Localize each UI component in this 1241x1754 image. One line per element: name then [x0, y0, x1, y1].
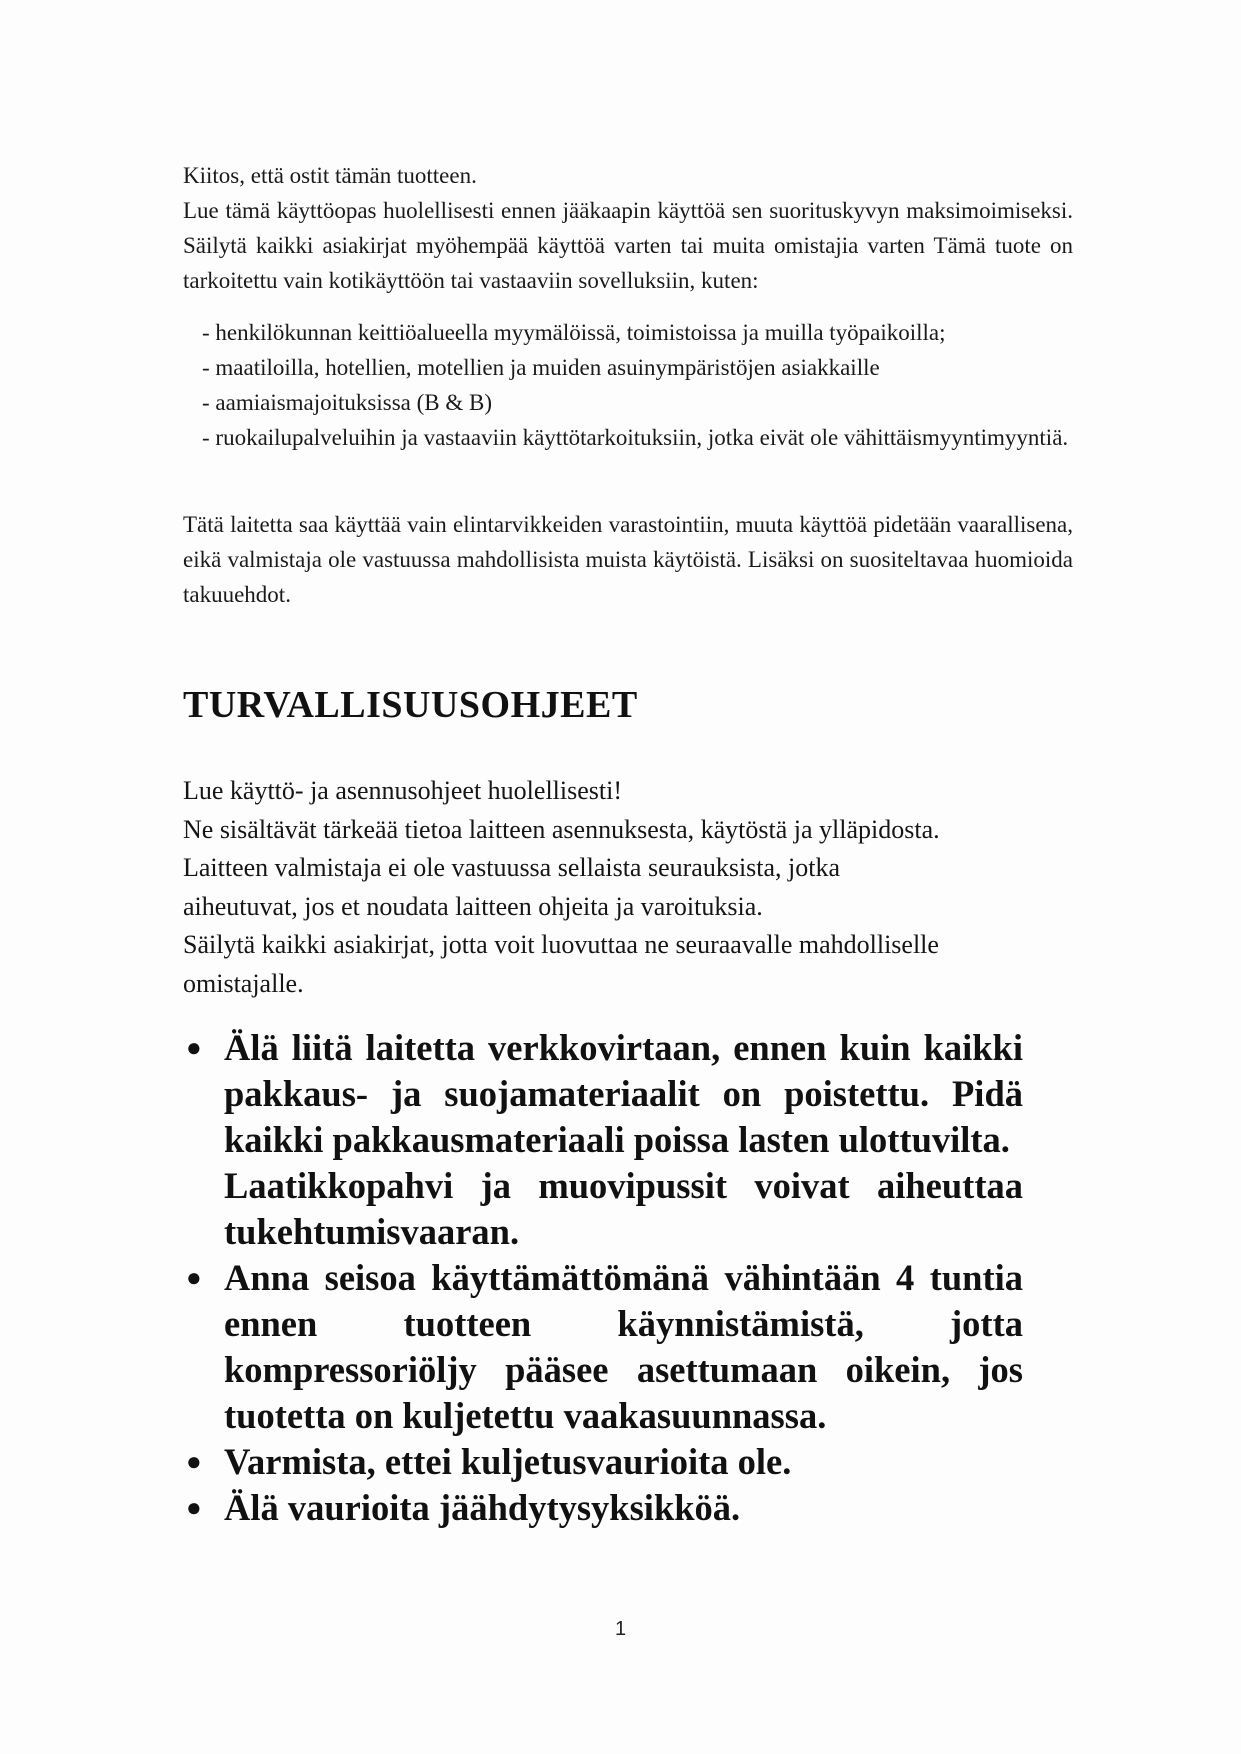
bullet-icon: ● — [186, 1447, 202, 1476]
warning-text: Anna seisoa käyttämättömänä vähintään 4 tuntia ennen tuotteen käynnistämistä, jotta kompressoriöljy pääsee asettumaan oikein, jos tuotetta on kuljetettu vaakasuunnassa. — [224, 1257, 1023, 1436]
list-item: - maatiloilla, hotellien, motellien ja muiden asuinympäristöjen asiakkaille — [202, 355, 880, 380]
safety-intro-line: omistajalle. — [183, 968, 304, 998]
thanks-line: Kiitos, että ostit tämän tuotteen. — [183, 163, 477, 188]
bullet-icon: ● — [186, 1493, 202, 1522]
list-item: - aamiaismajoituksissa (B & B) — [202, 390, 493, 415]
warning-item — [183, 1439, 1023, 1485]
safety-intro — [183, 772, 1073, 1003]
page-number: 1 — [614, 1618, 627, 1640]
warning-item — [183, 1025, 1023, 1255]
warning-text-extra: Laatikkopahvi ja muovipussit voivat aiheuttaa tukehtumisvaaran. — [224, 1165, 1023, 1252]
bullet-icon: ● — [186, 1033, 202, 1062]
warning-item — [183, 1255, 1023, 1439]
list-item: - henkilökunnan keittiöalueella myymälöissä, toimistoissa ja muilla työpaikoilla; — [202, 320, 946, 345]
safety-intro-line: Säilytä kaikki asiakirjat, jotta voit luovuttaa ne seuraavalle mahdolliselle — [183, 930, 939, 959]
warning-text: Älä liitä laitetta verkkovirtaan, ennen kuin kaikki pakkaus- ja suojamateriaalit on poistettu. Pidä kaikki pakkausmateriaali poissa lasten ulottuvilta. — [224, 1027, 1023, 1160]
warning-text: Varmista, ettei kuljetusvaurioita ole. — [224, 1441, 792, 1482]
warning-list — [183, 1025, 1023, 1531]
usage-list — [202, 315, 1072, 455]
safety-intro-line: Lue käyttö- ja asennusohjeet huolellisesti! — [183, 776, 622, 805]
safety-intro-line: Laitteen valmistaja ei ole vastuussa sellaista seurauksista, jotka — [183, 853, 841, 882]
usage-note: Tätä laitetta saa käyttää vain elintarvikkeiden varastointiin, muuta käyttöä pidetään vaarallisena, eikä valmistaja ole vastuussa mahdollisista muista käytöistä. Lisäksi on suositeltavaa huomioida takuuehdot. — [183, 512, 1073, 607]
section-title: TURVALLISUUSOHJEET — [183, 684, 638, 726]
warning-text: Älä vaurioita jäähdytysyksikköä. — [224, 1487, 741, 1528]
warning-item — [183, 1485, 1023, 1531]
list-item: - ruokailupalveluihin ja vastaaviin käyttötarkoituksiin, jotka eivät ole vähittäismyyntimyyntiä. — [202, 425, 1069, 450]
safety-intro-line: aiheutuvat, jos et noudata laitteen ohjeita ja varoituksia. — [183, 891, 763, 921]
intro-paragraph: Lue tämä käyttöopas huolellisesti ennen jääkaapin käyttöä sen suorituskyvyn maksimoimiseksi. Säilytä kaikki asiakirjat myöhempää käyttöä varten tai muita omistajia varten Tämä tuote on tarkoitettu vain kotikäyttöön tai vastaaviin sovelluksiin, kuten: — [183, 198, 1073, 293]
safety-intro-line: Ne sisältävät tärkeää tietoa laitteen asennuksesta, käytöstä ja ylläpidosta. — [183, 814, 940, 844]
bullet-icon: ● — [186, 1263, 202, 1292]
intro-section — [183, 158, 1073, 298]
